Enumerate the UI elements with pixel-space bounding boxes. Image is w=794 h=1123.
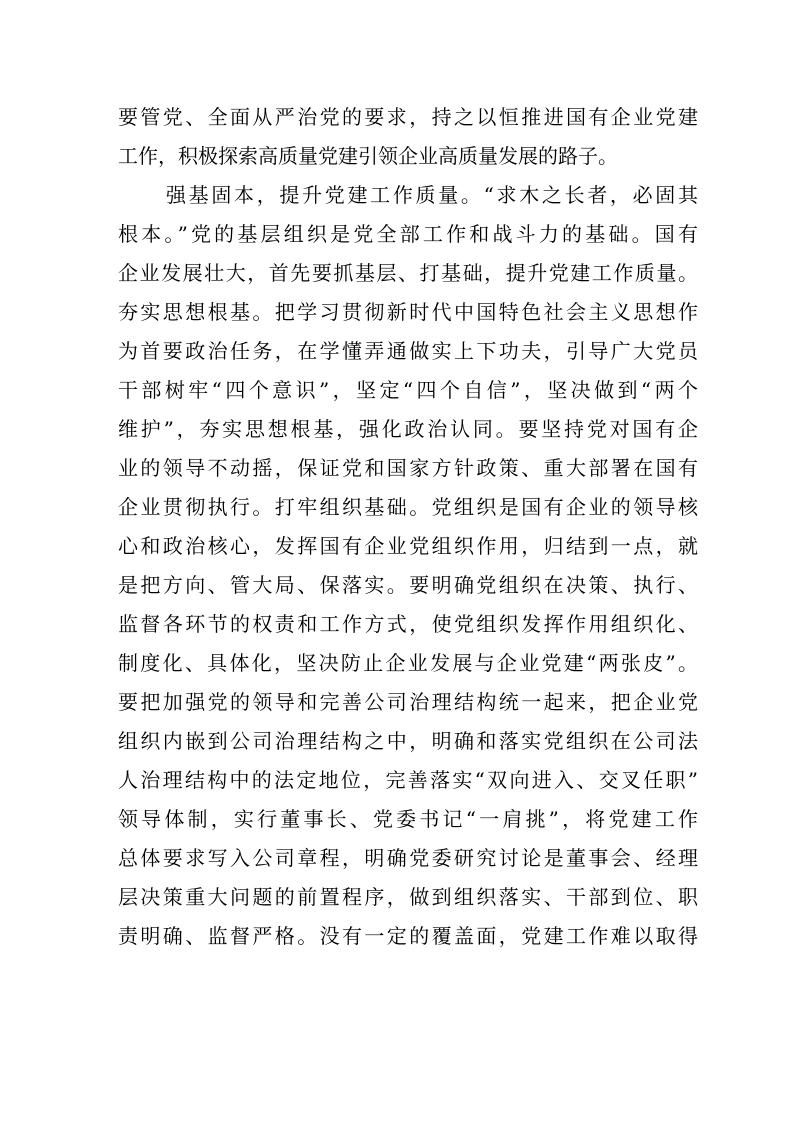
- text-line: 是把方向、管大局、保落实。要明确党组织在决策、执行、: [118, 573, 698, 597]
- text-line: 干部树牢“四个意识”，坚定“四个自信”，坚决做到“两个: [118, 378, 698, 402]
- text-line: 夯实思想根基。把学习贯彻新时代中国特色社会主义思想作: [118, 300, 698, 324]
- text-line: 要把加强党的领导和完善公司治理结构统一起来，把企业党: [118, 690, 698, 714]
- text-line: 心和政治核心，发挥国有企业党组织作用，归结到一点，就: [118, 534, 698, 558]
- text-line: 业的领导不动摇，保证党和国家方针政策、重大部署在国有: [118, 456, 698, 480]
- text-line: 强基固本，提升党建工作质量。“求木之长者，必固其: [166, 183, 698, 207]
- text-line: 制度化、具体化，坚决防止企业发展与企业党建“两张皮”。: [118, 651, 698, 675]
- text-line: 为首要政治任务，在学懂弄通做实上下功夫，引导广大党员: [118, 339, 698, 363]
- text-line: 维护”，夯实思想根基，强化政治认同。要坚持党对国有企: [118, 417, 698, 441]
- text-line: 人治理结构中的法定地位，完善落实“双向进入、交叉任职”: [118, 768, 698, 792]
- body-text: [118, 98, 698, 956]
- text-line: 企业发展壮大，首先要抓基层、打基础，提升党建工作质量。: [118, 261, 698, 285]
- text-line: 领导体制，实行董事长、党委书记“一肩挑”，将党建工作: [118, 807, 698, 831]
- text-line: 工作，积极探索高质量党建引领企业高质量发展的路子。: [118, 144, 618, 168]
- text-line: 层决策重大问题的前置程序，做到组织落实、干部到位、职: [118, 885, 698, 909]
- text-line: 监督各环节的权责和工作方式，使党组织发挥作用组织化、: [118, 612, 698, 636]
- text-line: 责明确、监督严格。没有一定的覆盖面，党建工作难以取得: [118, 924, 698, 948]
- text-line: 企业贯彻执行。打牢组织基础。党组织是国有企业的领导核: [118, 495, 698, 519]
- text-line: 总体要求写入公司章程，明确党委研究讨论是董事会、经理: [118, 846, 698, 870]
- text-line: 组织内嵌到公司治理结构之中，明确和落实党组织在公司法: [118, 729, 698, 753]
- text-line: 要管党、全面从严治党的要求，持之以恒推进国有企业党建: [118, 105, 698, 129]
- text-line: 根本。”党的基层组织是党全部工作和战斗力的基础。国有: [118, 222, 698, 246]
